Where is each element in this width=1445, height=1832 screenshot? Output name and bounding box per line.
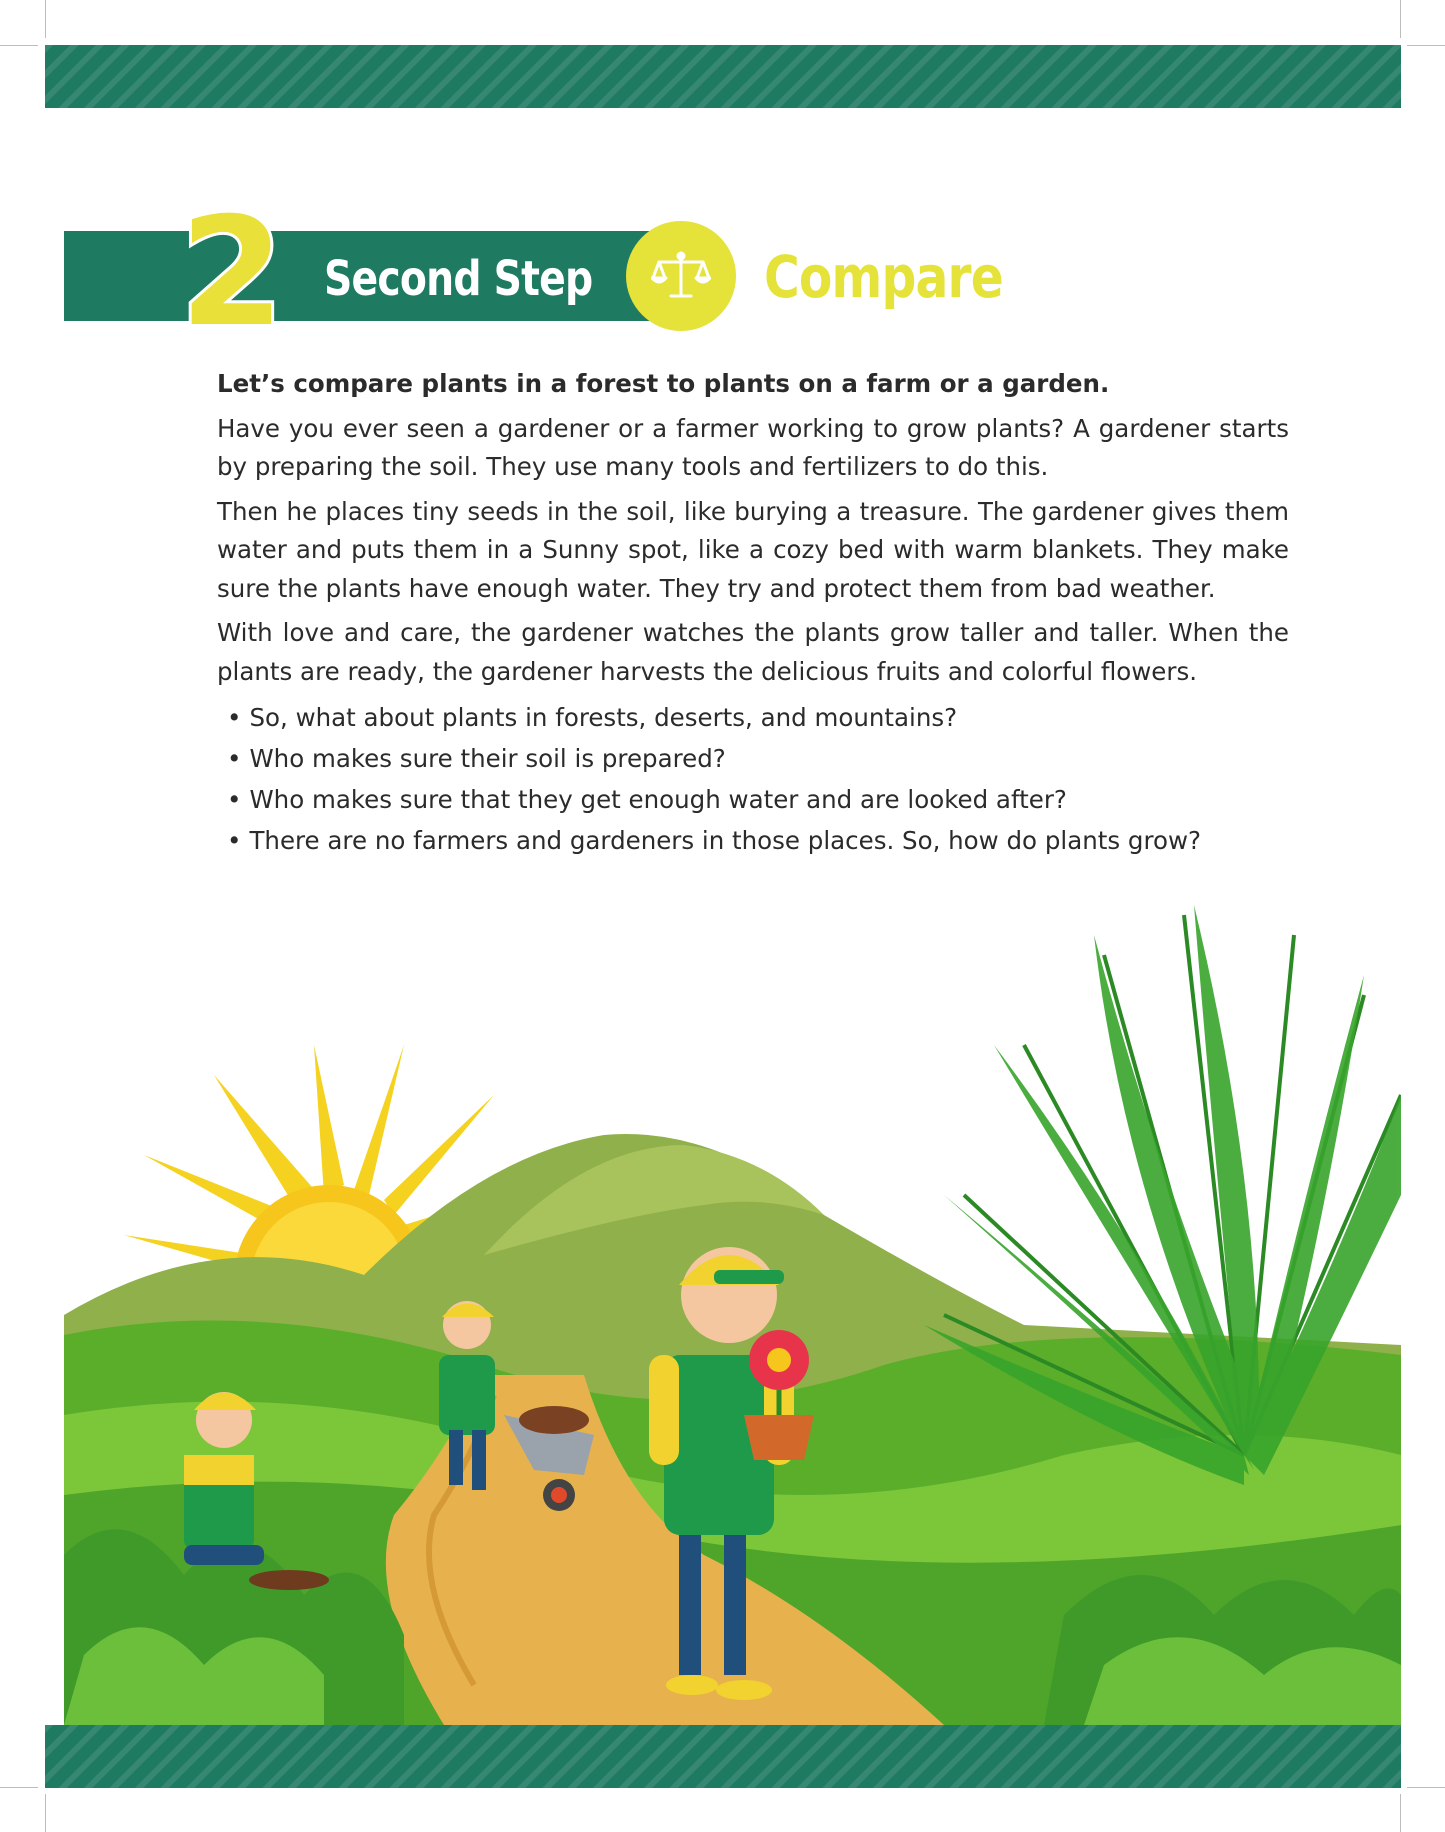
crop-mark (1400, 0, 1401, 38)
question-item: • Who makes sure their soil is prepared? (227, 738, 1289, 779)
step-number: 2 (179, 186, 285, 360)
lesson-text (217, 365, 1289, 861)
question-item: • There are no farmers and gardeners in those places. So, how do plants grow? (227, 820, 1289, 861)
question-item: • So, what about plants in forests, deserts, and mountains? (227, 697, 1289, 738)
paragraph: Have you ever seen a gardener or a farmer working to grow plants? A gardener starts by preparing the soil. They use many tools and fertilizers to do this. (217, 413, 1289, 481)
question-list (227, 697, 1289, 861)
paragraph: With love and care, the gardener watches the plants grow taller and taller. When the plants are ready, the gardener harvests the delicious fruits and colorful flowers. (217, 618, 1289, 686)
crop-mark (45, 0, 46, 38)
top-decorative-band (45, 45, 1401, 108)
crop-mark (45, 1794, 46, 1832)
crop-mark (0, 45, 38, 46)
question-item: • Who makes sure that they get enough water and are looked after? (227, 779, 1289, 820)
intro-sentence: Let’s compare plants in a forest to plants on a farm or a garden. (217, 369, 1110, 398)
crop-mark (1400, 1794, 1401, 1832)
compare-label: Compare (764, 243, 1003, 311)
step-title: Second Step (324, 251, 593, 307)
crop-mark (1407, 1787, 1445, 1788)
crop-mark (0, 1787, 38, 1788)
balance-scale-icon (651, 248, 711, 304)
flower-icon (749, 1330, 809, 1390)
compare-badge (626, 221, 736, 331)
crop-mark (1407, 45, 1445, 46)
bottom-decorative-band (45, 1725, 1401, 1788)
paragraph: Then he places tiny seeds in the soil, like burying a treasure. The gardener gives them water and puts them in a Sunny spot, like a cozy bed with warm blankets. They make sure the plants have enough water. They try and protect them from bad weather. (217, 496, 1289, 603)
gardening-illustration (64, 895, 1401, 1725)
